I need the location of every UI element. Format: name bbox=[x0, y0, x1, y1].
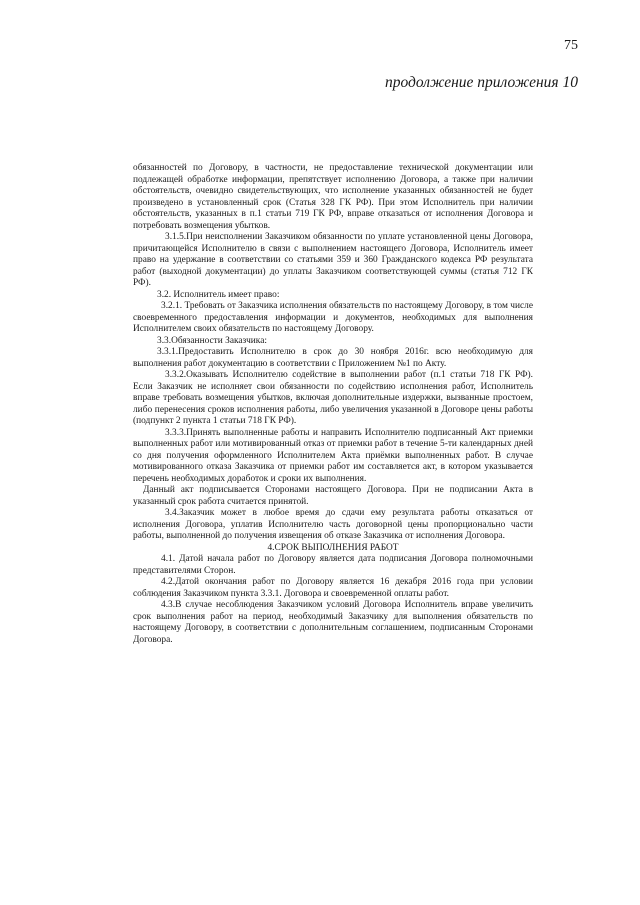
paragraph: 3.3.1.Предоставить Исполнителю в срок до 30 ноября 2016г. всю необходимую для выполнения работ документацию в соответствии с Приложением №1 по Акту. bbox=[133, 347, 533, 369]
paragraph: 3.4.Заказчик может в любое время до сдачи ему результата работы отказаться от исполнения Договора, уплатив Исполнителю часть договорной цены пропорционально части работы, выполненной до получения извещения об отказе Заказчика от исполнения Договора. bbox=[133, 508, 533, 541]
section-heading: 4.СРОК ВЫПОЛНЕНИЯ РАБОТ bbox=[267, 542, 399, 553]
paragraph: Данный акт подписывается Сторонами настоящего Договора. При не подписании Акта в указанный срок работа считается принятой. bbox=[133, 485, 533, 507]
paragraph: 3.1.5.При неисполнении Заказчиком обязанности по уплате установленной цены Договора, причитающейся Исполнителю в связи с выполнением настоящего Договора, Исполнитель имеет право на удержание в соответствии со статьями 359 и 360 Гражданского кодекса РФ результата работ (выходной документации) до уплаты Заказчиком соответствующей суммы (статья 712 ГК РФ). bbox=[133, 232, 533, 288]
paragraph: 4.1. Датой начала работ по Договору является дата подписания Договора полномочными представителями Сторон. bbox=[133, 554, 533, 576]
paragraph: 3.3.3.Принять выполненные работы и направить Исполнителю подписанный Акт приемки выполненных работ или мотивированный отказ от приемки работ в течение 5-ти календарных дней со дня получения оформленного Исполнителем Акта приёмки выполненных работ. В случае мотивированного отказа Заказчика от приемки работ им составляется акт, в котором указывается перечень необходимых доработок и сроки их выполнения. bbox=[133, 427, 533, 484]
paragraph: 3.2. Исполнитель имеет право: bbox=[157, 289, 280, 300]
paragraph: обязанностей по Договору, в частности, не предоставление технической документации или подлежащей обработке информации, препятствует исполнению Договора, а также при наличии обстоятельств, очевидно свидетельствующих, что исполнение указанных обязанностей не будет произведено в установленный срок (Статья 328 ГК РФ). При этом Исполнитель при наличии обстоятельств, указанных в п.1 статьи 719 ГК РФ, вправе отказаться от исполнения Договора и потребовать возмещения убытков. bbox=[133, 163, 533, 231]
paragraph: 4.2.Датой окончания работ по Договору является 16 декабря 2016 года при условии соблюдения Заказчиком пункта 3.3.1. Договора и своевременной оплаты работ. bbox=[133, 577, 533, 599]
paragraph: 3.3.Обязанности Заказчика: bbox=[157, 335, 267, 346]
document-body bbox=[133, 163, 533, 646]
appendix-continuation-note: продолжение приложения 10 bbox=[385, 74, 578, 91]
paragraph: 3.3.2.Оказывать Исполнителю содействие в выполнении работ (п.1 статьи 718 ГК РФ). Если Заказчик не исполняет свои обязанности по содействию исполнения работ, Исполнитель вправе требовать возмещения убытков, включая дополнительные издержки, вызванные простоем, либо перенесения сроков исполнения работы, либо увеличения указанной в Договоре цены работы (подпункт 2 пункта 1 статьи 718 ГК РФ). bbox=[133, 370, 533, 426]
page-number: 75 bbox=[564, 38, 578, 53]
paragraph: 4.3.В случае несоблюдения Заказчиком условий Договора Исполнитель вправе увеличить срок выполнения работ на период, необходимый Заказчику для выполнения обязательств по настоящему Договору, в соответствии с дополнительным соглашением, подписанным Сторонами Договора. bbox=[133, 600, 533, 645]
paragraph: 3.2.1. Требовать от Заказчика исполнения обязательств по настоящему Договору, в том числе своевременного предоставления информации и документов, необходимых для выполнения Исполнителем своих обязательств по настоящему Договору. bbox=[133, 301, 533, 334]
